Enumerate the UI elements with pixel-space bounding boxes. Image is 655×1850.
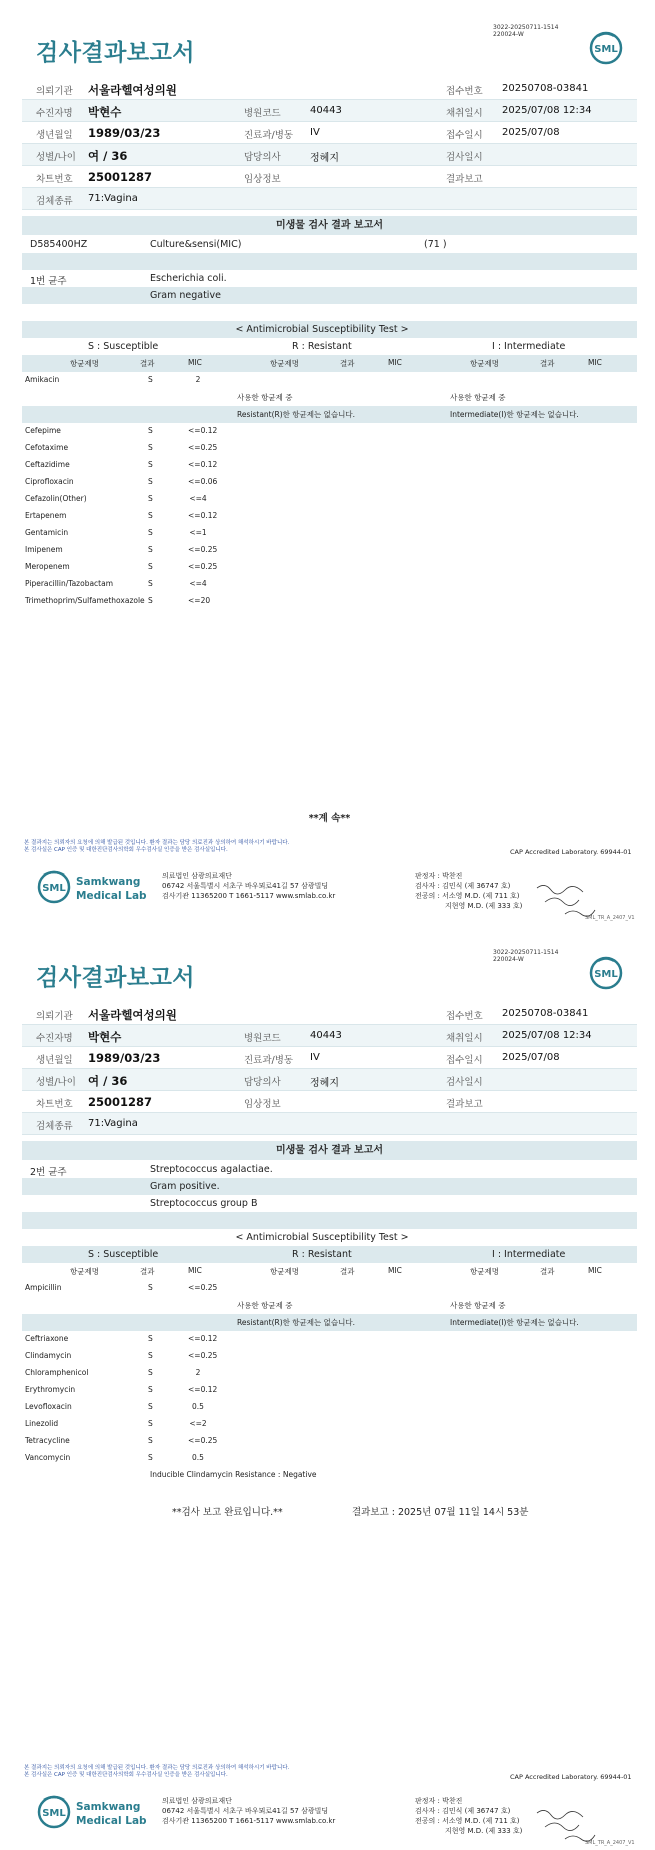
- drug-name: Clindamycin: [25, 1351, 72, 1360]
- ast-row: [22, 1348, 637, 1365]
- ast-row: [22, 576, 637, 593]
- drug-mic: <=0.06: [188, 477, 218, 486]
- drug-mic: <=0.25: [188, 1436, 218, 1445]
- table-band: [22, 678, 637, 695]
- ast-row: [22, 1399, 637, 1416]
- ast-row: [22, 1450, 637, 1467]
- table-band: [22, 712, 637, 729]
- signatories: 판정자 : 박찬진 검사자 : 김민식 (제 36747 호) 전공의 : 서소영 M.D. (제 711 호) 지현영 M.D. (제 333 호): [415, 872, 523, 910]
- ast-row: [22, 1280, 637, 1297]
- ast-row: [22, 1416, 637, 1433]
- ast-row: [22, 423, 637, 440]
- svg-text:SML: SML: [594, 44, 618, 55]
- table-band: [22, 1603, 637, 1620]
- drug-name: Gentamicin: [25, 528, 69, 537]
- samkwang-logo-icon: [36, 1793, 156, 1831]
- table-band: [22, 1637, 637, 1654]
- table-band: [22, 1688, 637, 1705]
- table-band: [22, 1654, 637, 1671]
- table-band: [22, 746, 637, 763]
- table-band: [22, 644, 637, 661]
- table-band: [22, 763, 637, 780]
- drug-mic: 2: [195, 375, 201, 384]
- continued-label: **계 속**: [308, 813, 351, 824]
- drug-name: Ampicillin: [25, 1283, 62, 1292]
- table-band: [22, 1671, 637, 1688]
- organism-1-name: Escherichia coli.: [150, 273, 227, 284]
- receipt-number: 20250708-03841: [502, 83, 589, 94]
- drug-name: Cefotaxime: [25, 443, 69, 452]
- drug-mic: <=0.25: [188, 443, 218, 452]
- organism-2-name: Streptococcus agalactiae.: [150, 1164, 273, 1175]
- drug-result: S: [148, 1351, 153, 1360]
- sml-logo-icon: [588, 955, 624, 991]
- drug-name: Ceftriaxone: [25, 1334, 69, 1343]
- drug-result: S: [148, 545, 153, 554]
- signature-icon: [535, 880, 615, 920]
- drug-result: S: [148, 443, 153, 452]
- report-time: 결과보고 : 2025년 07월 11일 14시 53분: [352, 1507, 529, 1518]
- patient-info-table: 의뢰기관 서울라헬여성의원 접수번호 20250708-03841 수진자명 박현수 병원코드 40443 채취일시 2025/07/08 12:34 생년월일 1989/03/23 진료과/병동 IV 접수일시 2025/07/08 성별/나이 여 / 36 담당의사 정혜지 검사일시 차트번호 25001287 임상정보 결과보고 검체종류 71:Vagina: [22, 1003, 637, 1135]
- drug-result: S: [148, 1453, 153, 1462]
- drug-mic: <=2: [189, 1419, 207, 1428]
- micro-section-title: 미생물 검사 결과 보고서: [22, 216, 637, 235]
- report-page-1: 3022-20250711-1514 220024-W 검사결과보고서 SML 의뢰기관 서울라헬여성의원 접수번호 20250708-03841 수진자명 박현수 병원코드 40443 채취일시 2025/07/08 12:34 생년월일 1989/03/23 진료과/병동 IV 접수일시 2025/07/08 성별/나이 여 / 36 담당의사 정혜지 검사일시 차트번호 25001287 임상정보 결과보고 검체종류 71:Vagina 미생물 검사 결과 보고서 D585400HZ Culture&sensi(MIC) (71 ) 1번 균주 Escherichia coli. Gram negative < Antimicrobial Susceptibility Test > S : Susceptible R : Resistant I : Intermediate 항균제명 결과 MIC 항균제명 결과 MIC 항균제명 결과 MIC Amikacin S 2 Cefepime S <=0.12 Cefotaxime S <=0.25 Ceftazidime S <=0.12 Ciprofloxacin S <=0.06 Cefazolin(Other) S <=4 Ertapenem S <=0.12 Gentamicin S <=1 Imipenem S <=0.25 Meropenem S <=0.25 Piperacillin/Tazobactam S <=4 Trimethoprim/Sulfamethoxazole S <=20 사용한 항균제 중 사용한 항균제 중 Resistant(R)한 항균제는 없습니다. Intermediate(I)한 항균제는 없습니다. **계 속** 본 결과지는 의뢰자의 요청에 의해 발급된 것입니다. 환자 결과는 담당 의료진과 상의하여 해석하시기 바랍니다. 본 검사실은 CAP 인증 및 대한진단검사의학회 우수검사실 인증을 받은 검사실입니다. CAP Accredited Laboratory. 69944-01 SML Samkwang Medical Lab 의료법인 삼광의료재단 06742 서울특별시 서초구 바우뫼로41길 57 삼광빌딩 검사기관 11365200 T 1661-5117 www.smlab.co.kr 판정자 : 박찬진 검사자 : 김민식 (제 36747 호) 전공의 : 서소영 M.D. (제 711 호) 지현영 M.D. (제 333 호) SML_TR_A_2407_V1: [0, 0, 655, 925]
- report-title: 검사결과보고서: [36, 965, 196, 991]
- drug-mic: <=0.12: [188, 1385, 218, 1394]
- inducible-clindamycin: Inducible Clindamycin Resistance : Negative: [150, 1470, 317, 1479]
- drug-name: Imipenem: [25, 545, 63, 554]
- resistant-note: Resistant(R)한 항균제는 없습니다.: [237, 410, 356, 419]
- drug-result: S: [148, 596, 153, 605]
- drug-mic: <=0.12: [188, 460, 218, 469]
- drug-result: S: [148, 1436, 153, 1445]
- table-band: [22, 780, 637, 797]
- table-band: [22, 1518, 637, 1535]
- drug-name: Levofloxacin: [25, 1402, 72, 1411]
- ast-row: [22, 372, 637, 389]
- patient-name: 박현수: [88, 105, 122, 119]
- ast-row: [22, 1382, 637, 1399]
- drug-name: Amikacin: [25, 375, 60, 384]
- table-band: [22, 1484, 637, 1501]
- drug-mic: 0.5: [192, 1453, 204, 1462]
- drug-result: S: [148, 426, 153, 435]
- table-band: [22, 1569, 637, 1586]
- drug-result: S: [148, 1334, 153, 1343]
- drug-result: S: [148, 1419, 153, 1428]
- ast-row: [22, 440, 637, 457]
- ast-row: [22, 525, 637, 542]
- report-complete-label: **검사 보고 완료입니다.**: [172, 1507, 283, 1518]
- table-band: [22, 1739, 637, 1756]
- drug-result: S: [148, 579, 153, 588]
- drug-mic: <=0.12: [188, 426, 218, 435]
- drug-mic: 0.5: [192, 1402, 204, 1411]
- ast-row: [22, 474, 637, 491]
- drug-mic: <=0.25: [188, 1351, 218, 1360]
- table-band: [22, 627, 637, 644]
- form-version: SML_TR_A_2407_V1: [585, 915, 635, 921]
- svg-text:Medical Lab: Medical Lab: [76, 1815, 147, 1827]
- ast-row: [22, 508, 637, 525]
- drug-result: S: [148, 511, 153, 520]
- ast-row: [22, 1433, 637, 1450]
- drug-result: S: [148, 528, 153, 537]
- drug-mic: <=1: [189, 528, 207, 537]
- drug-name: Cefepime: [25, 426, 61, 435]
- drug-mic: 2: [195, 1368, 201, 1377]
- drug-name: Trimethoprim/Sulfamethoxazole: [25, 596, 145, 605]
- ast-row: [22, 1331, 637, 1348]
- organism-2-label: 2번 균주: [30, 1167, 67, 1178]
- drug-mic: <=4: [189, 579, 207, 588]
- drug-name: Chloramphenicol: [25, 1368, 89, 1377]
- table-band: [22, 1722, 637, 1739]
- table-band: [22, 1535, 637, 1552]
- drug-name: Ertapenem: [25, 511, 67, 520]
- report-title: 검사결과보고서: [36, 40, 196, 66]
- hospital-name: 서울라헬여성의원: [88, 83, 177, 97]
- svg-text:Medical Lab: Medical Lab: [76, 890, 147, 902]
- svg-text:SML: SML: [42, 1808, 66, 1819]
- intermediate-note: Intermediate(I)한 항균제는 없습니다.: [450, 410, 579, 419]
- drug-name: Cefazolin(Other): [25, 494, 87, 503]
- drug-name: Linezolid: [25, 1419, 59, 1428]
- table-band: [22, 729, 637, 746]
- drug-name: Tetracycline: [25, 1436, 70, 1445]
- drug-name: Meropenem: [25, 562, 70, 571]
- report-page-2: 3022-20250711-1514 220024-W 검사결과보고서 SML 의뢰기관 서울라헬여성의원 접수번호 20250708-03841 수진자명 박현수 병원코드 40443 채취일시 2025/07/08 12:34 생년월일 1989/03/23 진료과/병동 IV 접수일시 2025/07/08 성별/나이 여 / 36 담당의사 정혜지 검사일시 차트번호 25001287 임상정보 결과보고 검체종류 71:Vagina 미생물 검사 결과 보고서 2번 균주 Streptococcus agalactiae. Gram positive. Streptococcus group B < Antimicrobial Susceptibility Test > S : Susceptible R : Resistant I : Intermediate 항균제명 결과 MIC 항균제명 결과 MIC 항균제명 결과 MIC Ampicillin S <=0.25 Ceftriaxone S <=0.12 Clindamycin S <=0.25 Chloramphenicol S 2 Erythromycin S <=0.12 Levofloxacin S 0.5 Linezolid S <=2 Tetracycline S <=0.25 Vancomycin S 0.5 사용한 항균제 중 사용한 항균제 중 Resistant(R)한 항균제는 없습니다. Intermediate(I)한 항균제는 없습니다. Inducible Clindamycin Resistance : Negative **검사 보고 완료입니다.** 결과보고 : 2025년 07월 11일 14시 53분 본 결과지는 의뢰자의 요청에 의해 발급된 것입니다. 환자 결과는 담당 의료진과 상의하여 해석하시기 바랍니다. 본 검사실은 CAP 인증 및 대한진단검사의학회 우수검사실 인증을 받은 검사실입니다. CAP Accredited Laboratory. 69944-01 SML Samkwang Medical Lab 의료법인 삼광의료재단 06742 서울특별시 서초구 바우뫼로41길 57 삼광빌딩 검사기관 11365200 T 1661-5117 www.smlab.co.kr 판정자 : 박찬진 검사자 : 김민식 (제 36747 호) 전공의 : 서소영 M.D. (제 711 호) 지현영 M.D. (제 333 호) SML_TR_A_2407_V1: [0, 925, 655, 1850]
- samkwang-logo-icon: [36, 868, 156, 906]
- ast-row: [22, 457, 637, 474]
- drug-name: Ciprofloxacin: [25, 477, 74, 486]
- patient-info-table: 의뢰기관 서울라헬여성의원 접수번호 20250708-03841 수진자명 박현수 병원코드 40443 채취일시 2025/07/08 12:34 생년월일 1989/03/23 진료과/병동 IV 접수일시 2025/07/08 성별/나이 여 / 36 담당의사 정혜지 검사일시 차트번호 25001287 임상정보 결과보고 검체종류 71:Vagina: [22, 78, 637, 210]
- drug-name: Erythromycin: [25, 1385, 76, 1394]
- ast-row: [22, 491, 637, 508]
- footer-note: 본 결과지는 의뢰자의 요청에 의해 발급된 것입니다. 환자 결과는 담당 의료진과 상의하여 해석하시기 바랍니다. 본 검사실은 CAP 인증 및 대한진단검사의학회 우수검사실 인증을 받은 검사실입니다.: [24, 840, 290, 853]
- table-band: [22, 1586, 637, 1603]
- drug-name: Vancomycin: [25, 1453, 71, 1462]
- document-id: 3022-20250711-1514 220024-W: [493, 24, 559, 38]
- table-band: [22, 1705, 637, 1722]
- svg-text:SML: SML: [594, 969, 618, 980]
- drug-result: S: [148, 460, 153, 469]
- table-band: [22, 695, 637, 712]
- sml-logo-icon: [588, 30, 624, 66]
- drug-result: S: [148, 494, 153, 503]
- drug-mic: <=0.12: [188, 1334, 218, 1343]
- drug-result: S: [148, 1402, 153, 1411]
- table-band: [22, 661, 637, 678]
- svg-text:SML: SML: [42, 883, 66, 894]
- organism-1-label: 1번 균주: [30, 276, 67, 287]
- drug-name: Piperacillin/Tazobactam: [25, 579, 114, 588]
- drug-result: S: [148, 562, 153, 571]
- drug-result: S: [148, 1385, 153, 1394]
- company-address: 의료법인 삼광의료재단 06742 서울특별시 서초구 바우뫼로41길 57 삼광빌딩 검사기관 11365200 T 1661-5117 www.smlab.co.kr: [162, 872, 336, 900]
- drug-result: S: [148, 375, 153, 384]
- drug-mic: <=20: [188, 596, 211, 605]
- table-band: [22, 610, 637, 627]
- document-id: 3022-20250711-1514 220024-W: [493, 949, 559, 963]
- signature-icon: [535, 1805, 615, 1845]
- drug-result: S: [148, 1283, 153, 1292]
- svg-text:Samkwang: Samkwang: [76, 876, 141, 888]
- drug-mic: <=0.25: [188, 1283, 218, 1292]
- drug-mic: <=4: [189, 494, 207, 503]
- ast-row: [22, 559, 637, 576]
- ast-row: [22, 542, 637, 559]
- drug-mic: <=0.25: [188, 562, 218, 571]
- drug-result: S: [148, 477, 153, 486]
- drug-mic: <=0.25: [188, 545, 218, 554]
- table-band: [22, 1620, 637, 1637]
- ast-row: [22, 593, 637, 610]
- ast-title: < Antimicrobial Susceptibility Test >: [235, 324, 409, 335]
- cap-accreditation: CAP Accredited Laboratory. 69944-01: [510, 848, 632, 856]
- svg-text:Samkwang: Samkwang: [76, 1801, 141, 1813]
- drug-mic: <=0.12: [188, 511, 218, 520]
- drug-name: Ceftazidime: [25, 460, 70, 469]
- drug-result: S: [148, 1368, 153, 1377]
- ast-row: [22, 1365, 637, 1382]
- table-band: [22, 1552, 637, 1569]
